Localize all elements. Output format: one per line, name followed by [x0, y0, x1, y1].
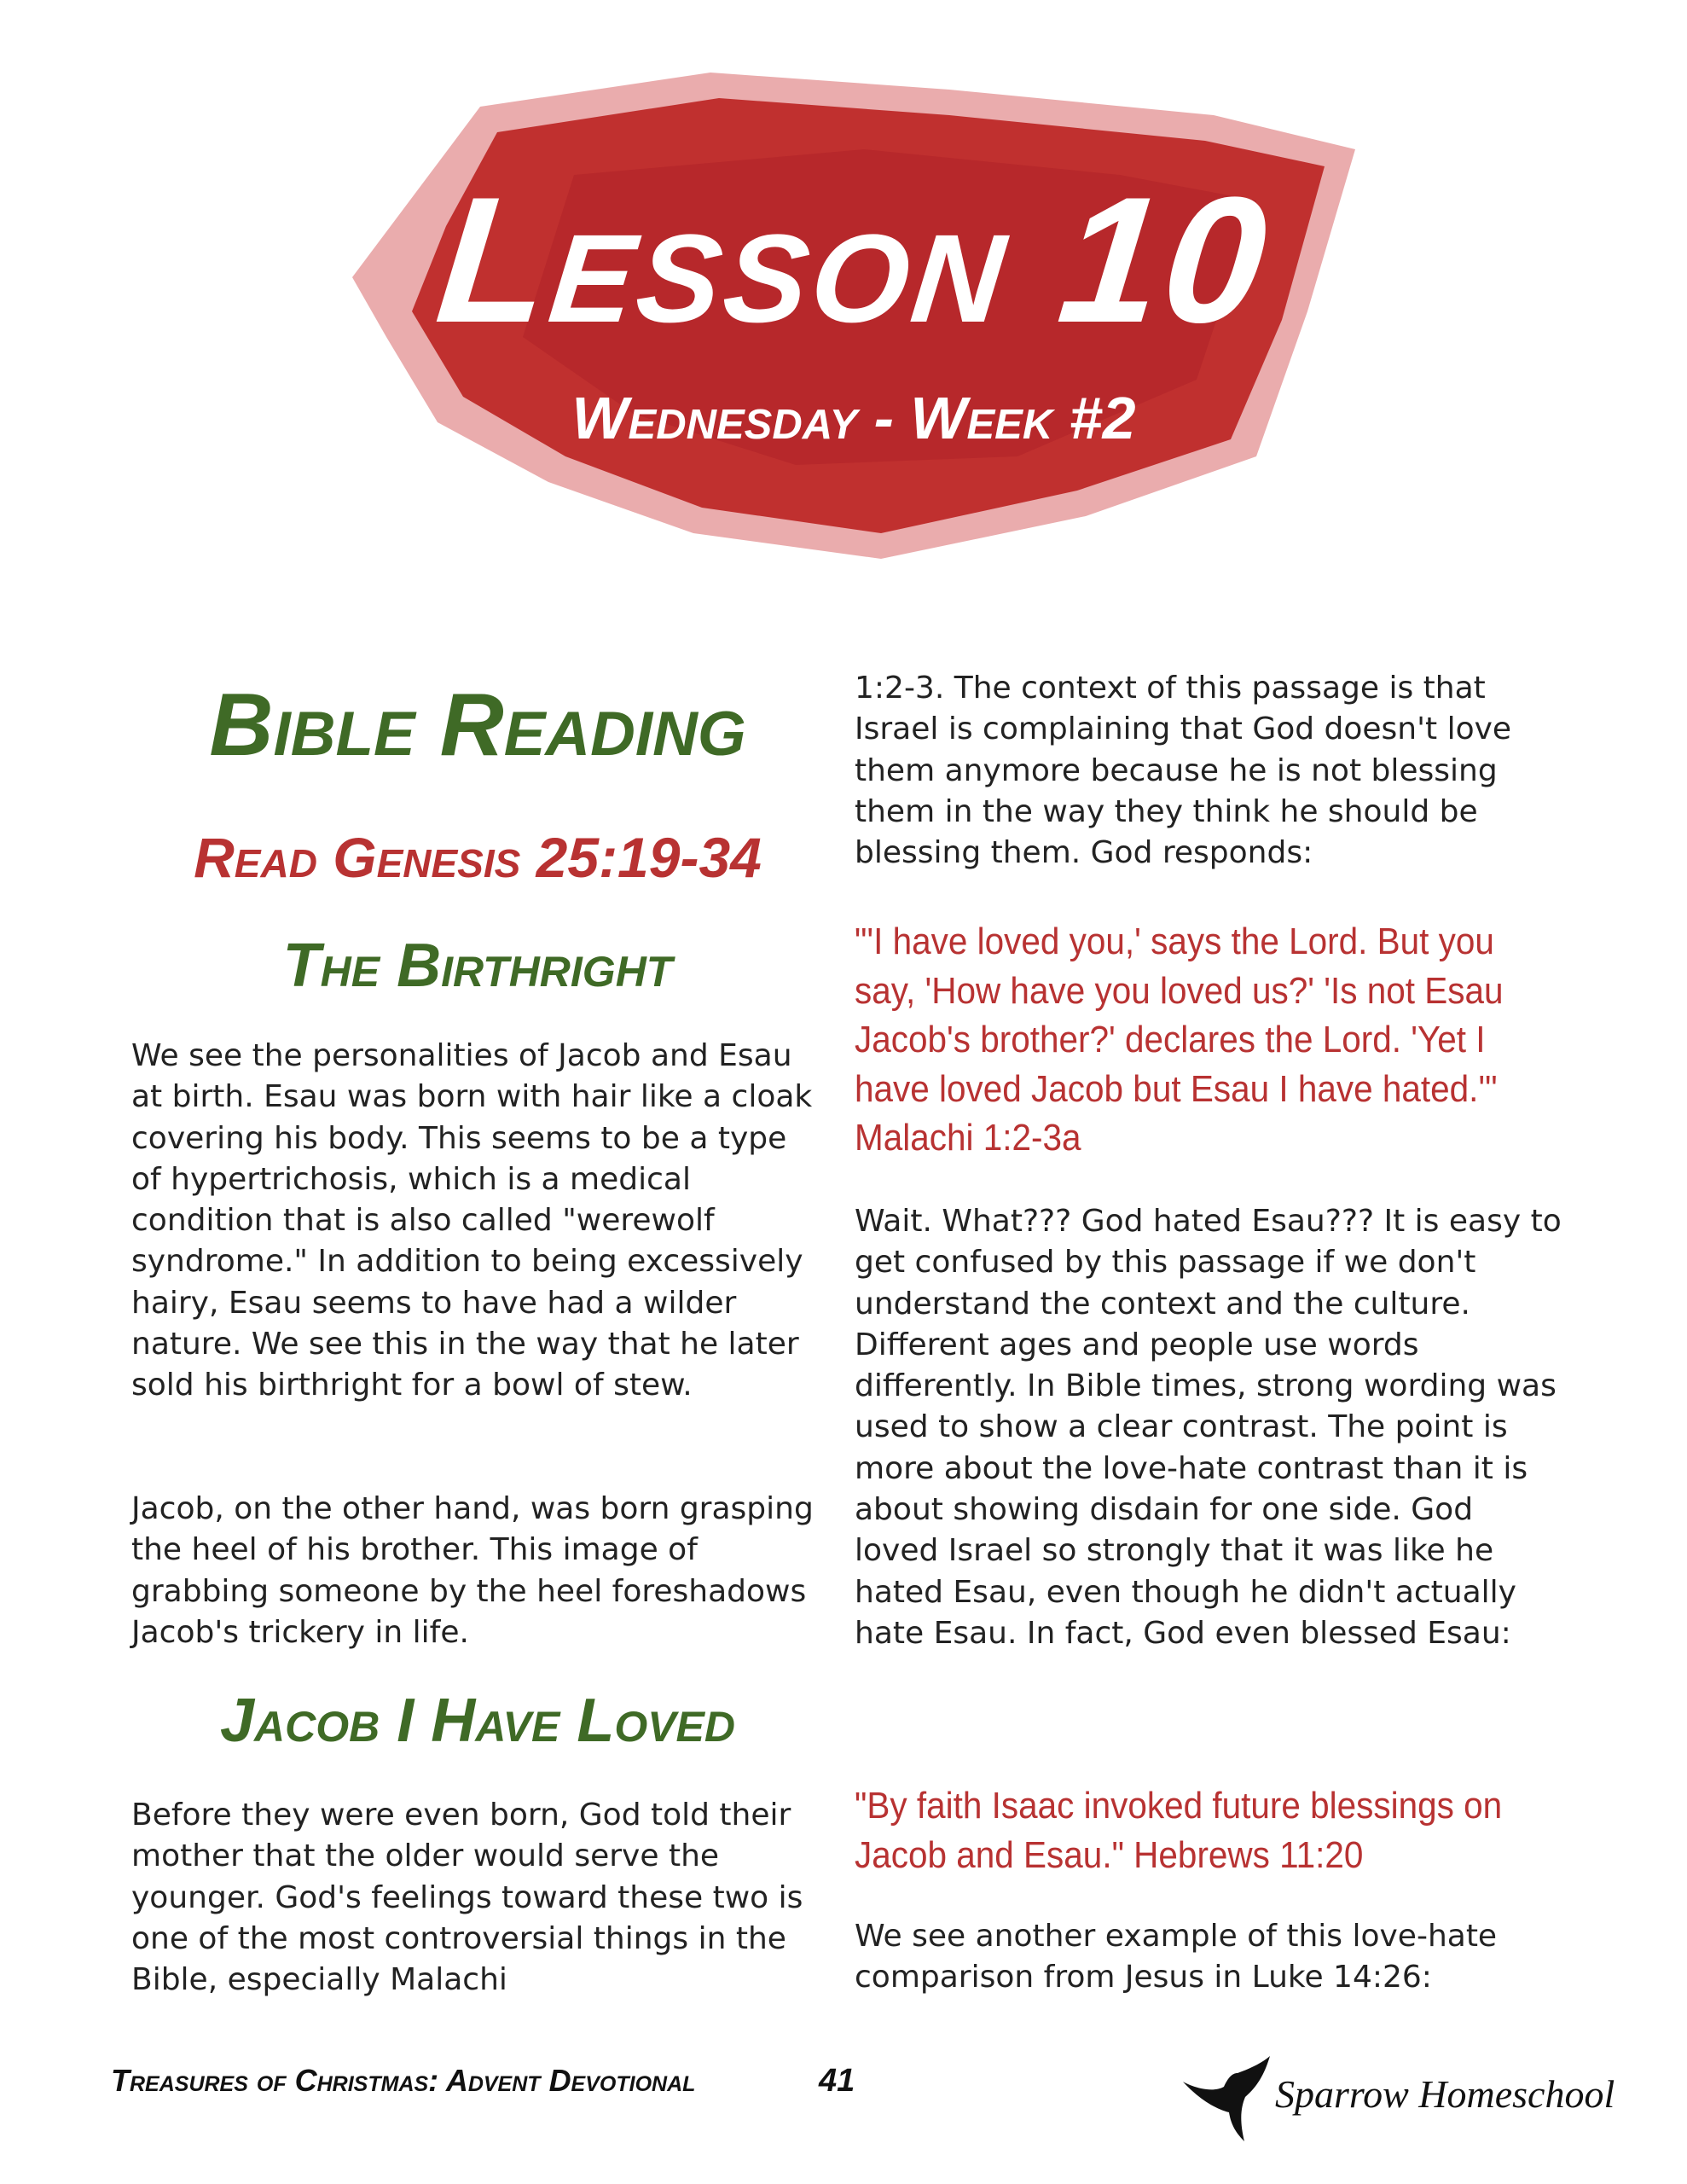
lesson-title: Lesson 10 — [429, 160, 1278, 360]
paragraph: We see the personalities of Jacob and Esau at birth. Esau was born with hair like a cloak covering his body. This seems to be a type of hypertrichosis, which is a medical condition that is also called "werewolf syndrome." In addition to being excessively hairy, Esau seems to have had a wilder nature. We see this in the way that he later sold his birthright for a bowl of stew. — [131, 1038, 813, 1403]
paragraph: We see another example of this love-hate comparison from Jesus in Luke 14:26: — [855, 1919, 1498, 1995]
lesson-subtitle: Wednesday - Week #2 — [571, 385, 1136, 451]
paragraph: 1:2-3. The context of this passage is that Israel is complaining that God doesn't love them anymore because he is not blessing them in the way they think he should be blessing them. God responds: — [855, 671, 1512, 871]
brand-logo — [1181, 2056, 1615, 2141]
brand-name: Sparrow Homeschool — [1275, 2072, 1615, 2116]
sparrow-icon — [1181, 2056, 1275, 2141]
paragraph: Jacob, on the other hand, was born grasping the heel of his brother. This image of grabbing someone by the heel foreshadows Jacob's trickery in life. — [131, 1491, 814, 1650]
paragraph: Wait. What??? God hated Esau??? It is easy to get confused by this passage if we don't understand the context and the culture. Different ages and people use words differently. In Bible times, strong wording was used to show a clear contrast. The point is more about the love-hate contrast than it is about showing disdain for one side. God loved Israel so strongly that it was like he hated Esau, even though he didn't actually hate Esau. In fact, God even blessed Esau: — [855, 1204, 1562, 1651]
section-title-birthright: The Birthright — [282, 932, 673, 1000]
book-title: Treasures of Christmas: Advent Devotional — [111, 2063, 696, 2098]
section-title-jacob: Jacob I Have Loved — [219, 1687, 736, 1755]
bible-reading-heading: Bible Reading — [209, 676, 746, 775]
reading-reference: Read Genesis 25:19-34 — [194, 826, 762, 889]
scripture-quote: "'I have loved you,' says the Lord. But you say, 'How have you loved us?' 'Is not Esau Jacob's brother?' declares the Lord. 'Yet I have loved Jacob but Esau I have hated.'" Malachi 1:2-3a — [855, 921, 1504, 1159]
page-number: 41 — [819, 2063, 855, 2099]
paragraph: Before they were even born, God told their mother that the older would serve the younger. God's feelings toward these two is one of the most controversial things in the Bible, especially Malachi — [131, 1798, 803, 1998]
scripture-quote: "By faith Isaac invoked future blessings on Jacob and Esau." Hebrews 11:20 — [855, 1785, 1503, 1876]
